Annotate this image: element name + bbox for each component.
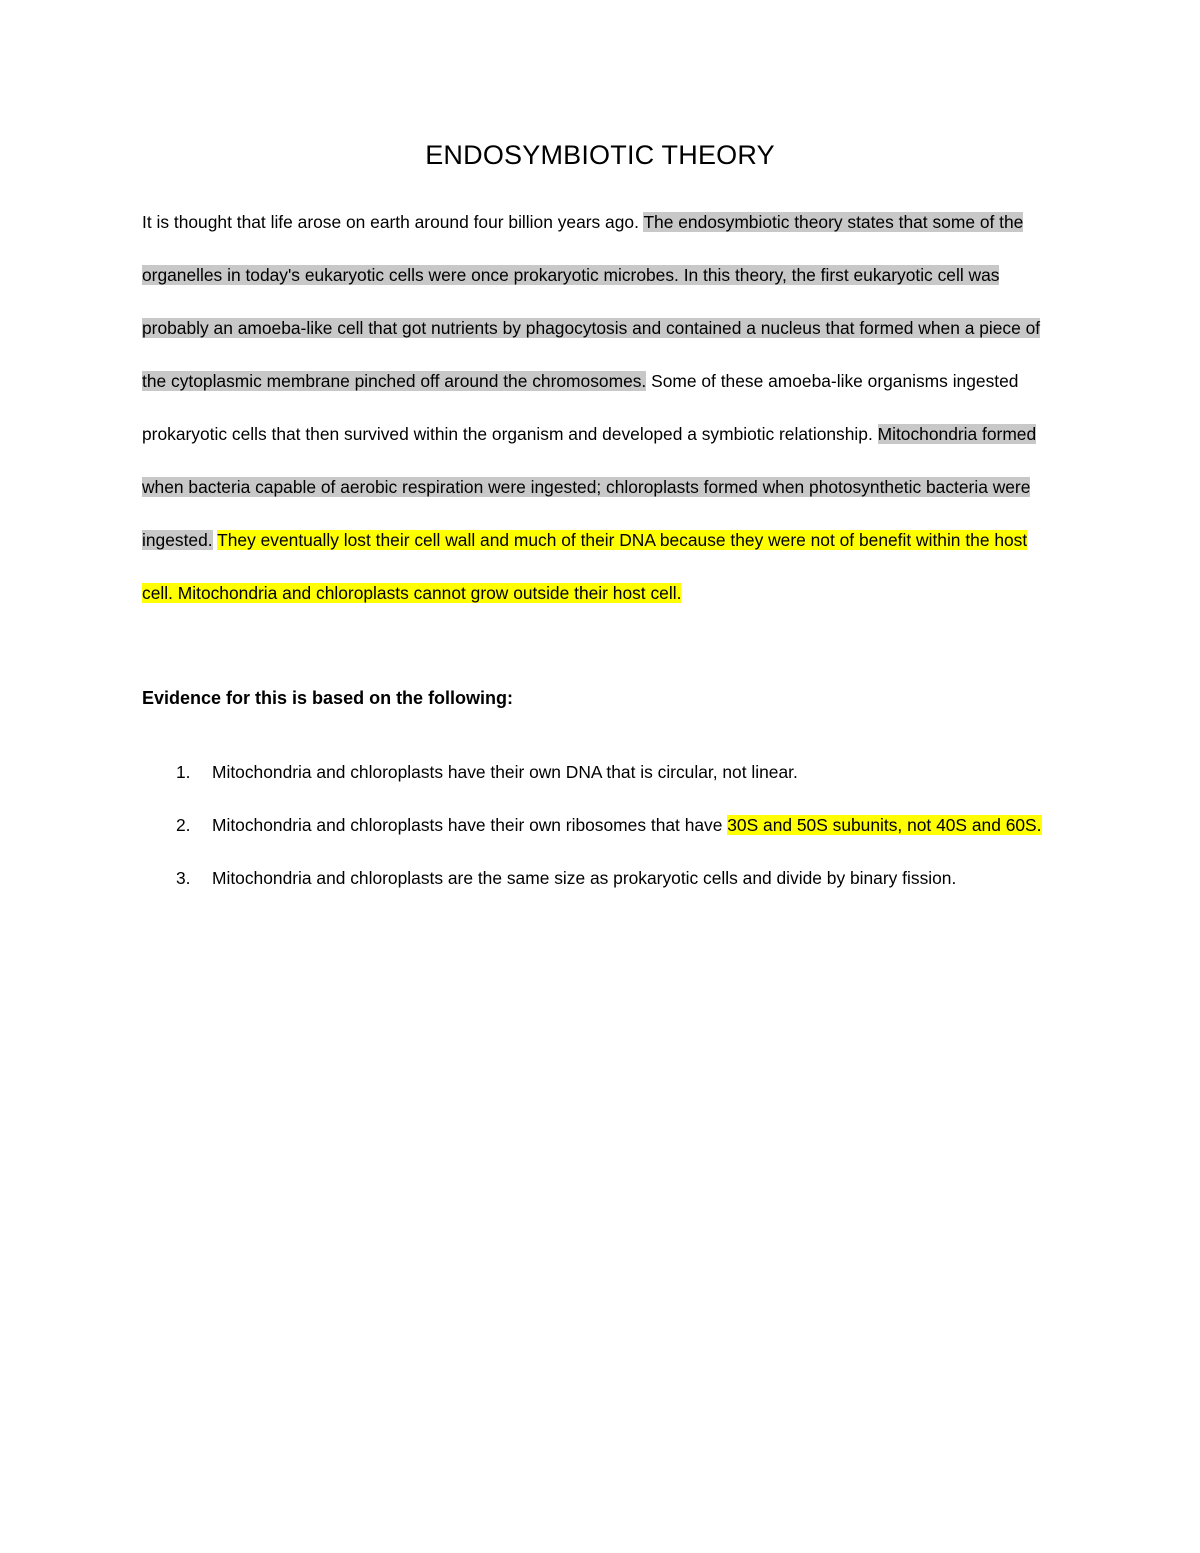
sentence-amoeba-organisms: Some of these amoeba-like organisms ingested prokaryotic cells that then survived within the organism and developed a symbiotic relationship. — [142, 371, 1019, 444]
gray-highlight-endosymbiotic-definition: The endosymbiotic theory states that some of the organelles in today's eukaryotic cells were once prokaryotic microbes. In this theory, the first eukaryotic cell was probably an amoeba-like cell that got nutrients by phagocytosis and contained a nucleus that formed when a piece of the cytoplasmic membrane pinched off around the chromosomes. — [142, 212, 1041, 391]
body-paragraph — [142, 196, 1062, 620]
yellow-highlight-ribosome-subunits: 30S and 50S subunits, not 40S and 60S. — [727, 815, 1042, 835]
list-number: 2. — [176, 815, 191, 835]
evidence-heading: Evidence for this is based on the following: — [142, 688, 514, 708]
list-item-text: Mitochondria and chloroplasts are the same size as prokaryotic cells and divide by binary fission. — [212, 868, 957, 888]
list-item — [142, 746, 1072, 799]
yellow-highlight-host-dependence: They eventually lost their cell wall and much of their DNA because they were not of benefit within the host cell. Mitochondria and chloroplasts cannot grow outside their host cell. — [142, 530, 1028, 603]
list-number: 3. — [176, 868, 191, 888]
list-item-text: Mitochondria and chloroplasts have their own DNA that is circular, not linear. — [212, 762, 798, 782]
evidence-list — [142, 746, 1072, 905]
list-number: 1. — [176, 762, 191, 782]
list-item — [142, 799, 1072, 852]
gray-highlight-organelle-formation: Mitochondria formed when bacteria capable of aerobic respiration were ingested; chloroplasts formed when photosynthetic bacteria were ingested. — [142, 424, 1037, 550]
document-title: ENDOSYMBIOTIC THEORY — [425, 140, 775, 170]
list-item — [142, 852, 1072, 905]
list-item-text: Mitochondria and chloroplasts have their own ribosomes that have — [212, 815, 728, 835]
sentence-intro: It is thought that life arose on earth around four billion years ago. — [142, 212, 644, 232]
